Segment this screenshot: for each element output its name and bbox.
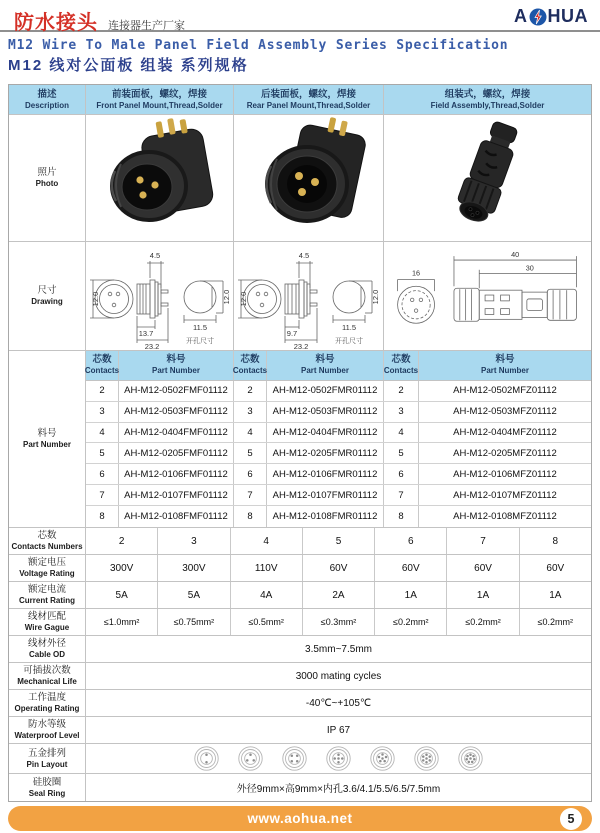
label-cn: 线材匹配 <box>27 611 66 622</box>
part-number-cell: AH-M12-0502FMR01112 <box>267 381 384 401</box>
part-number-header <box>119 351 234 380</box>
contacts-cell: 4 <box>234 423 267 443</box>
contacts-cell: 3 <box>384 402 419 422</box>
dim-panel-thk: 4.5 <box>149 250 160 260</box>
desc-cn: 后装面板，螺纹，焊接 <box>260 88 356 100</box>
row-label-waterproof <box>9 717 86 743</box>
contacts-cell: 2 <box>86 381 119 401</box>
row-label-seal-ring <box>9 774 86 801</box>
waterproof-level-row <box>9 717 591 744</box>
contacts-cell: 2 <box>384 381 419 401</box>
part-number-cell: AH-M12-0404FMR01112 <box>267 423 384 443</box>
seal-ring-row <box>9 774 591 801</box>
spec-value-cell: 60V <box>303 555 375 581</box>
brand-tagline: 连接器生产厂家 <box>108 20 185 32</box>
spec-value-cell: ≤0.2mm² <box>375 609 447 635</box>
hdr-cn: 料号 <box>315 354 335 366</box>
spec-value-cell: 8 <box>552 535 559 547</box>
part-number-cell: AH-M12-0205MFZ01112 <box>453 447 557 459</box>
part-number-cell: AH-M12-0502MFZ01112 <box>453 385 557 397</box>
spec-value-cell: 110V <box>231 555 303 581</box>
dim-body-len: 30 <box>525 263 534 273</box>
logo-letters-hua: HUA <box>547 6 588 26</box>
mechanical-life-value: 3000 mating cycles <box>295 670 382 682</box>
label-en: Drawing <box>31 297 63 306</box>
part-number-cell: AH-M12-0503MFZ01112 <box>453 406 557 418</box>
label-en: Waterproof Level <box>14 731 80 740</box>
row-label-voltage <box>9 555 86 581</box>
description-col-field <box>384 85 591 114</box>
label-cn: 五金排列 <box>27 747 66 759</box>
row-label-pin-layout <box>9 744 86 773</box>
label-en: Description <box>24 100 69 110</box>
contacts-cell: 3 <box>234 402 267 422</box>
dim-total-len: 23.2 <box>144 341 159 350</box>
spec-value-cell: 4A <box>231 582 303 608</box>
pin-layout-8-icon <box>457 745 484 772</box>
pin-layout-7-icon <box>413 745 440 772</box>
hdr-cn: 芯数 <box>92 354 112 366</box>
drawing-field-assembly <box>384 242 591 350</box>
dim-front-dia: 12.0 <box>90 291 100 306</box>
contacts-cell: 4 <box>384 423 419 443</box>
part-number-header <box>267 351 384 380</box>
part-number-cell: AH-M12-0107FMR01112 <box>267 485 384 505</box>
label-cn: 料号 <box>37 428 57 439</box>
part-number-cell: AH-M12-0107FMF01112 <box>119 485 234 505</box>
label-en: Contacts Numbers <box>11 542 83 551</box>
part-number-cell: AH-M12-0404FMF01112 <box>119 423 234 443</box>
hdr-en: Part Number <box>300 366 349 376</box>
spec-value-cell: 60V <box>375 555 447 581</box>
footer-bar <box>8 806 592 831</box>
contacts-cell: 8 <box>234 506 267 527</box>
label-en: Voltage Rating <box>19 569 75 578</box>
spec-value-cell: 4 <box>231 528 303 554</box>
desc-en: Front Panel Mount,Thread,Solder <box>96 100 223 110</box>
photo-rear-panel-mount <box>234 115 384 241</box>
voltage-rating-row <box>9 555 591 582</box>
dim-thread-len: 13.7 <box>138 328 153 338</box>
front-panel-mount-connector-photo <box>87 116 233 241</box>
row-label-mechanical-life <box>9 663 86 689</box>
label-en: Pin Layout <box>26 759 68 769</box>
hdr-cn: 芯数 <box>240 354 260 366</box>
contacts-cell: 7 <box>384 485 419 505</box>
dim-hole-h: 12.0 <box>221 289 231 304</box>
hdr-en: Contacts <box>383 366 419 376</box>
field-assembly-connector-photo <box>384 116 591 241</box>
spec-value-cell: 1A <box>447 582 519 608</box>
label-en: Operating Rating <box>14 704 80 713</box>
part-number-cell: AH-M12-0107MFZ01112 <box>453 489 557 501</box>
part-number-cell: AH-M12-0404MFZ01112 <box>453 427 557 439</box>
contacts-header <box>86 351 119 380</box>
contacts-header <box>234 351 267 380</box>
label-cn: 额定电压 <box>27 557 66 568</box>
photo-row <box>9 115 591 242</box>
spec-value-cell: ≤0.5mm² <box>231 609 303 635</box>
rear-panel-mount-drawing <box>235 243 383 350</box>
operating-rating-value: -40℃~+105℃ <box>305 697 372 709</box>
label-en: Part Number <box>22 440 71 449</box>
part-number-cell: AH-M12-0205FMF01112 <box>119 443 234 463</box>
photo-front-panel-mount <box>86 115 234 241</box>
row-label-cable-od <box>9 636 86 662</box>
spec-value-cell: 2 <box>86 528 158 554</box>
desc-cn: 组装式，螺纹，焊接 <box>444 88 531 100</box>
label-en: Seal Ring <box>28 788 66 798</box>
label-en: Mechanical Life <box>17 677 77 686</box>
label-cn: 描述 <box>37 88 57 100</box>
label-en: Cable OD <box>28 650 65 659</box>
contacts-cell: 6 <box>86 464 119 484</box>
spec-value-cell: ≤1.0mm² <box>86 609 158 635</box>
contacts-cell: 4 <box>86 423 119 443</box>
pin-layout-6-icon <box>369 745 396 772</box>
row-label-contacts-numbers <box>9 528 86 554</box>
label-cn: 额定电流 <box>27 584 66 595</box>
contacts-header <box>384 351 419 380</box>
pin-layout-row <box>9 744 591 774</box>
spec-value-cell: 60V <box>447 555 519 581</box>
page-title-cn: M12 线对公面板 组装 系列规格 <box>8 57 249 74</box>
label-cn: 尺寸 <box>37 285 57 296</box>
hdr-en: Part Number <box>480 366 529 376</box>
wire-gauge-values <box>86 609 591 635</box>
operating-rating-row <box>9 690 591 717</box>
part-number-cell: AH-M12-0503FMR01112 <box>267 402 384 422</box>
label-cn: 工作温度 <box>27 692 66 703</box>
label-cn: 防水等级 <box>27 719 66 730</box>
part-number-header <box>419 351 591 380</box>
spec-value-cell: 1A <box>375 582 447 608</box>
hdr-cn: 料号 <box>166 354 186 366</box>
part-number-cell: AH-M12-0106MFZ01112 <box>453 468 557 480</box>
rear-panel-mount-connector-photo <box>235 116 383 241</box>
spec-value-cell: 5A <box>158 582 230 608</box>
hdr-cn: 芯数 <box>391 354 411 366</box>
drawing-rear-panel-mount <box>234 242 384 350</box>
photo-field-assembly <box>384 115 591 241</box>
dim-total-len: 23.2 <box>293 341 308 350</box>
spec-value-cell: ≤0.2mm² <box>537 617 574 627</box>
dim-thread-len: 9.7 <box>286 328 297 338</box>
row-label-part-number <box>9 351 86 527</box>
part-number-row <box>86 423 591 444</box>
voltage-values <box>86 555 591 581</box>
description-col-rear <box>234 85 384 114</box>
footer-url: www.aohua.net <box>247 811 353 826</box>
label-cn: 芯数 <box>37 530 57 541</box>
part-number-cell: AH-M12-0205FMR01112 <box>267 443 384 463</box>
part-number-cell: AH-M12-0108FMF01112 <box>119 506 234 527</box>
page-header <box>0 0 600 32</box>
current-values <box>86 582 591 608</box>
label-cn: 可插拔次数 <box>23 665 71 676</box>
hole-size-label: 开孔尺寸 <box>334 337 363 345</box>
desc-en: Rear Panel Mount,Thread,Solder <box>246 100 371 110</box>
pin-layout-5-icon <box>325 745 352 772</box>
desc-cn: 前装面板，螺纹，焊接 <box>111 88 207 100</box>
seal-ring-value: 外径9mm×高9mm×内孔3.6/4.1/5.5/6.5/7.5mm <box>236 784 441 795</box>
spec-value-cell: 1A <box>549 589 562 601</box>
logo-letter-a: A <box>514 6 528 26</box>
part-number-grid <box>86 351 591 527</box>
label-en: Photo <box>35 179 59 188</box>
part-number-header-row <box>86 351 591 381</box>
spec-value-cell: 2A <box>303 582 375 608</box>
brand <box>14 6 185 35</box>
contacts-cell: 3 <box>86 402 119 422</box>
cable-od-row <box>9 636 591 663</box>
page-number: 5 <box>560 808 582 830</box>
dim-panel-thk: 4.5 <box>298 250 309 260</box>
hdr-en: Part Number <box>151 366 200 376</box>
spec-value-cell: 5A <box>86 582 158 608</box>
contacts-cell: 2 <box>234 381 267 401</box>
aohua-logo <box>514 6 588 27</box>
label-en: Wire Gague <box>24 623 70 632</box>
row-label-photo <box>9 115 86 241</box>
desc-en: Field Assembly,Thread,Solder <box>430 100 545 110</box>
pin-layout-2-icon <box>193 745 220 772</box>
row-label-current <box>9 582 86 608</box>
spec-value-cell: 60V <box>546 562 565 574</box>
contacts-cell: 8 <box>384 506 419 527</box>
row-label-description <box>9 85 86 114</box>
part-number-row <box>86 464 591 485</box>
part-number-row <box>86 485 591 506</box>
part-number-cell: AH-M12-0502FMF01112 <box>119 381 234 401</box>
brand-title: 防水接头 <box>14 12 98 34</box>
spec-value-cell: 300V <box>158 555 230 581</box>
hdr-en: Contacts <box>84 366 120 376</box>
dim-front-dia: 16 <box>412 268 421 278</box>
label-en: Current Rating <box>19 596 75 605</box>
hdr-en: Contacts <box>232 366 268 376</box>
hole-size-label: 开孔尺寸 <box>185 337 214 345</box>
aohua-circle-bolt-icon <box>529 8 547 26</box>
part-number-cell: AH-M12-0106FMF01112 <box>119 464 234 484</box>
dim-front-dia: 12.0 <box>238 291 248 306</box>
spec-value-cell: ≤0.2mm² <box>447 609 519 635</box>
dim-total-len: 40 <box>511 249 520 259</box>
dim-hole-h: 12.0 <box>370 289 380 304</box>
pin-layout-icons <box>86 744 591 773</box>
row-label-operating <box>9 690 86 716</box>
label-cn: 硅胶圈 <box>32 776 62 788</box>
label-cn: 照片 <box>37 167 57 178</box>
contacts-cell: 5 <box>86 443 119 463</box>
waterproof-level-value: IP 67 <box>326 724 351 736</box>
spec-value-cell: 7 <box>447 528 519 554</box>
contacts-numbers-row <box>9 528 591 555</box>
spec-value-cell: 6 <box>375 528 447 554</box>
part-number-cell: AH-M12-0106FMR01112 <box>267 464 384 484</box>
contacts-cell: 6 <box>234 464 267 484</box>
hdr-cn: 料号 <box>495 354 515 366</box>
row-label-drawing <box>9 242 86 350</box>
part-number-section <box>9 351 591 528</box>
label-cn: 线材外径 <box>27 638 66 649</box>
front-panel-mount-drawing <box>87 243 233 350</box>
pin-layout-3-icon <box>237 745 264 772</box>
description-col-front <box>86 85 234 114</box>
spec-table <box>8 84 592 802</box>
part-number-row <box>86 506 591 527</box>
part-number-row <box>86 443 591 464</box>
drawing-row <box>9 242 591 351</box>
part-number-cell: AH-M12-0108MFZ01112 <box>453 511 557 523</box>
contacts-cell: 7 <box>86 485 119 505</box>
contacts-cell: 6 <box>384 464 419 484</box>
spec-value-cell: 5 <box>303 528 375 554</box>
wire-gauge-row <box>9 609 591 636</box>
description-row <box>9 85 591 115</box>
contacts-cell: 8 <box>86 506 119 527</box>
row-label-wire-gauge <box>9 609 86 635</box>
dim-hole-w: 11.5 <box>192 322 207 332</box>
field-assembly-drawing <box>384 243 591 350</box>
spec-value-cell: ≤0.75mm² <box>158 609 230 635</box>
mechanical-life-row <box>9 663 591 690</box>
dim-hole-w: 11.5 <box>341 322 356 332</box>
part-number-cell: AH-M12-0503FMF01112 <box>119 402 234 422</box>
spec-value-cell: ≤0.3mm² <box>303 609 375 635</box>
drawing-front-panel-mount <box>86 242 234 350</box>
contacts-values <box>86 528 591 554</box>
page-title-en: M12 Wire To Male Panel Field Assembly Series Specification <box>8 38 509 53</box>
spec-value-cell: 300V <box>86 555 158 581</box>
part-number-row <box>86 402 591 423</box>
part-number-cell: AH-M12-0108FMR01112 <box>267 506 384 527</box>
part-number-row <box>86 381 591 402</box>
pin-layout-4-icon <box>281 745 308 772</box>
spec-value-cell: 3 <box>158 528 230 554</box>
contacts-cell: 5 <box>234 443 267 463</box>
cable-od-value: 3.5mm~7.5mm <box>305 643 372 655</box>
contacts-cell: 5 <box>384 443 419 463</box>
current-rating-row <box>9 582 591 609</box>
contacts-cell: 7 <box>234 485 267 505</box>
